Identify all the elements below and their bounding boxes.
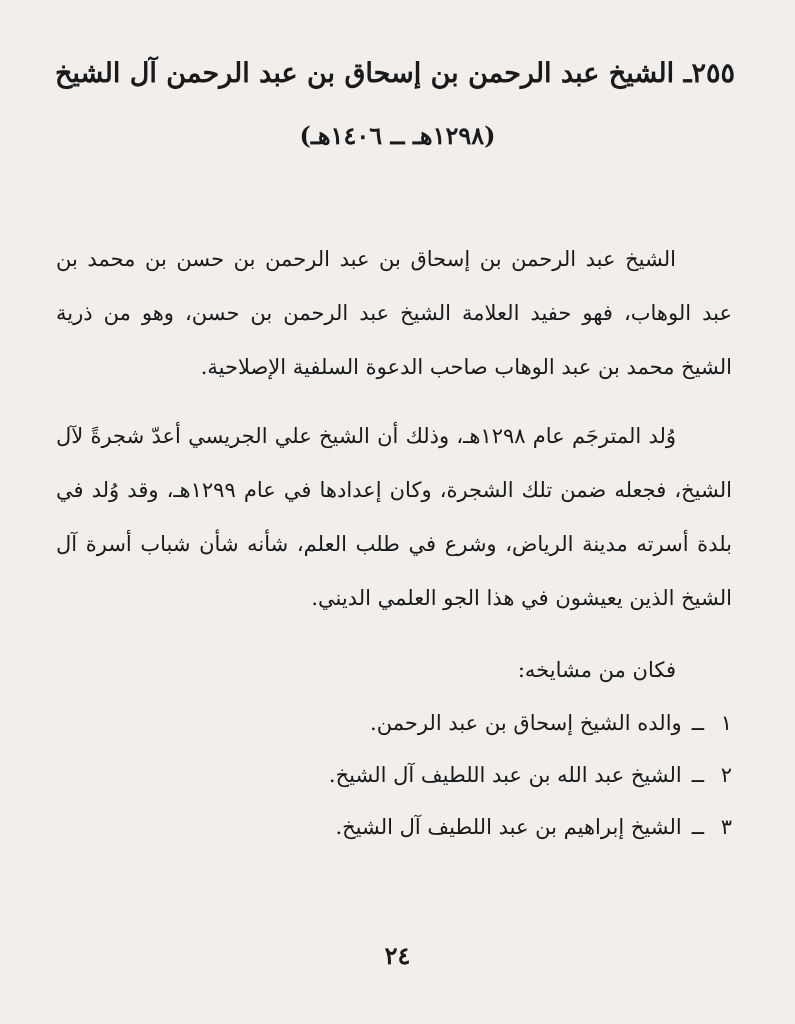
- birth-paragraph: وُلد المترجَم عام ١٢٩٨هـ، وذلك أن الشيخ علي الجريسي أعدّ شجرةً لآل الشيخ، فجعله ضمن تلك الشجرة، وكان إعدادها في عام ١٢٩٩هـ، وقد وُلد في بلدة أسرته مدينة الرياض، وشرع في طلب العلم، شأنه شأن شباب أسرة آل الشيخ الذين يعيشون في هذا الجو العلمي الديني.: [56, 424, 732, 610]
- list-item-number: ٢: [720, 763, 732, 787]
- list-item: [56, 749, 732, 801]
- list-item-text: الشيخ عبد الله بن عبد اللطيف آل الشيخ.: [328, 763, 682, 787]
- list-item-text: الشيخ إبراهيم بن عبد اللطيف آل الشيخ.: [335, 815, 682, 839]
- teachers-intro: فكان من مشايخه:: [517, 658, 676, 682]
- entry-dates: (١٢٩٨هـ ــ ١٤٠٦هـ): [299, 121, 496, 150]
- list-item: [56, 801, 732, 853]
- list-item-dash: ــ: [691, 815, 704, 839]
- list-item-dash: ــ: [691, 763, 704, 787]
- list-item-number: ٣: [720, 815, 732, 839]
- list-item-text: والده الشيخ إسحاق بن عبد الرحمن.: [370, 711, 682, 735]
- biography-paragraph: الشيخ عبد الرحمن بن إسحاق بن عبد الرحمن بن حسن بن محمد بن عبد الوهاب، فهو حفيد العلامة الشيخ عبد الرحمن بن حسن، وهو من ذرية الشيخ محمد بن عبد الوهاب صاحب الدعوة السلفية الإصلاحية.: [56, 247, 732, 379]
- list-item-dash: ــ: [691, 711, 704, 735]
- list-item: [56, 697, 732, 749]
- entry-title: ٢٥٥ـ الشيخ عبد الرحمن بن إسحاق بن عبد الرحمن آل الشيخ: [54, 58, 735, 89]
- list-item-number: ١: [720, 711, 732, 735]
- entry-body: [56, 232, 732, 853]
- page-number: ٢٤: [384, 941, 411, 970]
- teachers-list: [56, 697, 732, 853]
